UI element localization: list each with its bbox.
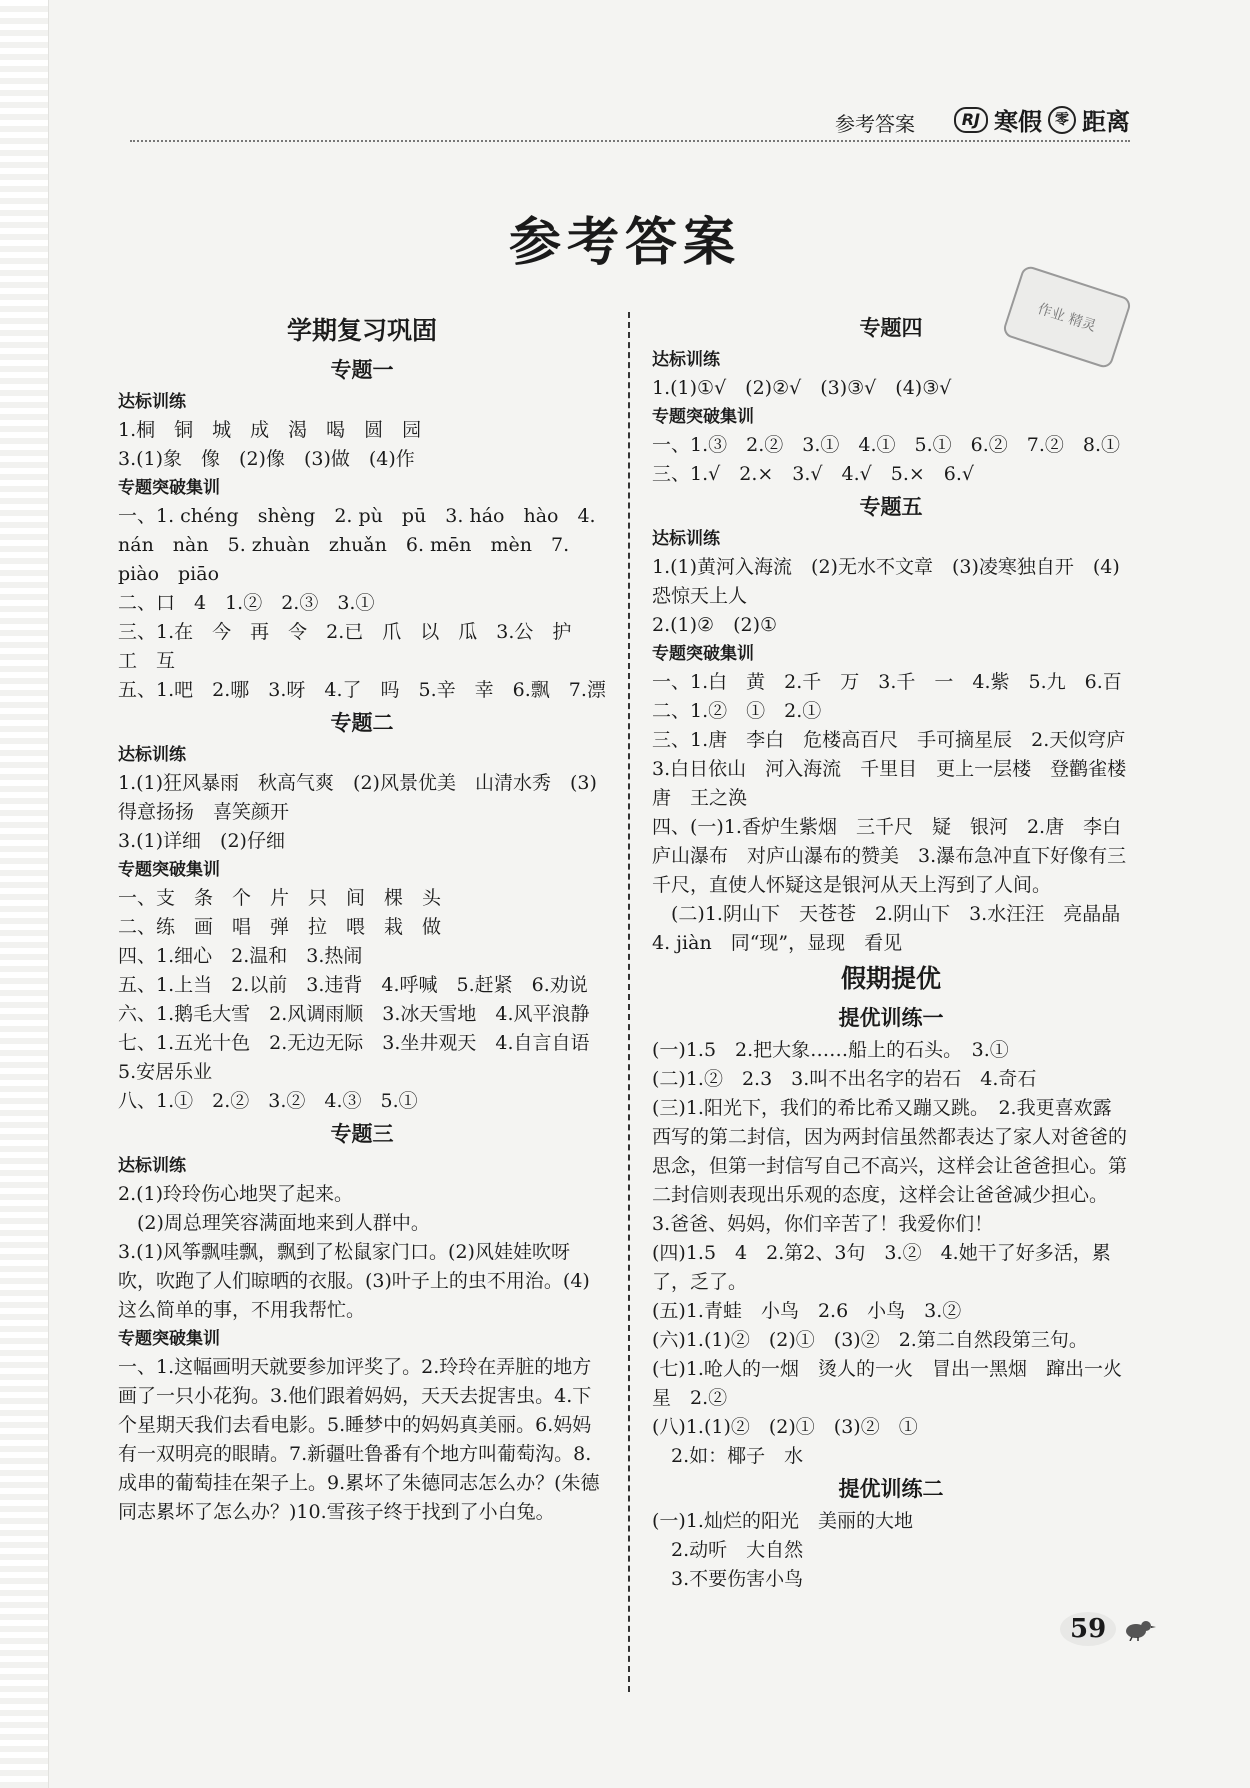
- answer-line: (四)1.5 4 2.第2、3句 3.② 4.她干了好多活，累了，乏了。: [652, 1242, 1111, 1293]
- answer-line: (一)1.灿烂的阳光 美丽的大地: [652, 1510, 913, 1532]
- left-answer-column: [118, 310, 609, 1527]
- running-header: [130, 100, 1130, 142]
- answer-line: 2.动听 大自然: [652, 1539, 804, 1561]
- answer-line: 1.桐 铜 城 成 渴 喝 圆 园: [118, 419, 422, 441]
- answer-line: (六)1.(1)② (2)① (3)② 2.第二自然段第三句。: [652, 1329, 1088, 1351]
- exercise-label: 专题突破集训: [118, 478, 220, 498]
- answer-line: 四、(一)1.香炉生紫烟 三千尺 疑 银河 2.唐 李白 庐山瀑布 对庐山瀑布的赞美 3.瀑布急冲直下好像有三千尺，直使人怀疑这是银河从天上泻到了人间。: [652, 816, 1141, 896]
- answer-line: 2.(1)② (2)①: [652, 614, 778, 636]
- answer-line: 五、1.上当 2.以前 3.违背 4.呼喊 5.赶紧 6.劝说: [118, 974, 588, 996]
- logo-text-b: 距离: [1082, 108, 1130, 136]
- answer-line: (八)1.(1)② (2)① (3)② ①: [652, 1416, 918, 1438]
- answer-line: 四、1.细心 2.温和 3.热闹: [118, 945, 363, 967]
- exercise-label: 专题突破集训: [118, 1329, 220, 1349]
- answer-line: 1.(1)狂风暴雨 秋高气爽 (2)风景优美 山清水秀 (3)得意扬扬 喜笑颜开: [118, 772, 597, 823]
- answer-line: 一、支 条 个 片 只 间 棵 头: [118, 887, 442, 909]
- answer-line: 二、1.② ① 2.①: [652, 700, 822, 722]
- answer-line: 一、1.③ 2.② 3.① 4.① 5.① 6.② 7.② 8.①: [652, 434, 1121, 456]
- answer-line: 五、1.吧 2.哪 3.呀 4.了 吗 5.辛 幸 6.飘 7.漂: [118, 679, 606, 701]
- answer-line: 七、1.五光十色 2.无边无际 3.坐井观天 4.自言自语 5.安居乐业: [118, 1032, 609, 1083]
- answer-line: 1.(1)黄河入海流 (2)无水不文章 (3)凌寒独自开 (4)恐惊天上人: [652, 556, 1120, 607]
- answer-line: (一)1.5 2.把大象……船上的石头。 3.①: [652, 1039, 1009, 1061]
- answer-line: 3.(1)象 像 (2)像 (3)做 (4)作: [118, 448, 415, 470]
- section-title: 假期提优: [840, 964, 941, 993]
- topic-heading: 专题二: [330, 711, 394, 735]
- rj-badge: RJ: [954, 107, 988, 133]
- exercise-label: 专题突破集训: [652, 644, 754, 664]
- page-title: 参考答案: [508, 212, 741, 273]
- logo-text-a: 寒假: [994, 108, 1042, 136]
- stamp-text: 作业 精灵: [1035, 300, 1098, 335]
- page-number-badge: [1060, 1612, 1156, 1646]
- answer-line: 3.(1)风筝飘哇飘，飘到了松鼠家门口。(2)风娃娃吹呀吹，吹跑了人们晾晒的衣服。(3)叶子上的虫不用治。(4)这么简单的事，不用我帮忙。: [118, 1241, 590, 1321]
- page-number: 59: [1060, 1612, 1116, 1646]
- exercise-label: 达标训练: [118, 1156, 186, 1176]
- exercise-label: 专题突破集训: [652, 407, 754, 427]
- topic-heading: 专题一: [330, 358, 394, 382]
- column-divider: [628, 312, 630, 1692]
- exercise-label: 达标训练: [118, 745, 186, 765]
- series-logo: [954, 102, 1130, 137]
- header-section-label: 参考答案: [835, 112, 915, 136]
- answer-line: 六、1.鹅毛大雪 2.风调雨顺 3.冰天雪地 4.风平浪静: [118, 1003, 590, 1025]
- answer-line: (2)周总理笑容满面地来到人群中。: [118, 1212, 430, 1234]
- topic-heading: 专题三: [330, 1122, 394, 1146]
- answer-line: (二)1.阴山下 天苍苍 2.阴山下 3.水汪汪 亮晶晶 4. jiàn 同“现”，显现 看见: [652, 903, 1140, 954]
- topic-heading: 提优训练二: [838, 1477, 944, 1501]
- exercise-label: 专题突破集训: [118, 860, 220, 880]
- answer-line: 二、练 画 唱 弹 拉 喂 栽 做: [118, 916, 442, 938]
- answer-line: 三、1.唐 李白 危楼高百尺 手可摘星辰 2.天似穹庐 3.白日依山 河入海流 千里目 更上一层楼 登鹳雀楼 唐 王之涣: [652, 729, 1146, 809]
- topic-heading: 提优训练一: [838, 1006, 944, 1030]
- answer-line: 一、1.这幅画明天就要参加评奖了。2.玲玲在弄脏的地方画了一只小花狗。3.他们跟着妈妈，天天去捉害虫。4.下个星期天我们去看电影。5.睡梦中的妈妈真美丽。6.妈妈有一双明亮的眼睛。7.新疆吐鲁番有个地方叫葡萄沟。8.成串的葡萄挂在架子上。9.累坏了朱德同志怎么办？(朱德同志累坏了怎么办？)10.雪孩子终于找到了小白兔。: [118, 1356, 600, 1523]
- answer-line: 三、1.√ 2.× 3.√ 4.√ 5.× 6.√: [652, 463, 975, 485]
- topic-heading: 专题四: [859, 316, 923, 340]
- answer-line: 1.(1)①√ (2)②√ (3)③√ (4)③√: [652, 377, 952, 399]
- exercise-label: 达标训练: [652, 350, 720, 370]
- right-answer-column: [652, 310, 1146, 1594]
- answer-line: 二、口 4 1.② 2.③ 3.①: [118, 592, 375, 614]
- exercise-label: 达标训练: [652, 529, 720, 549]
- answer-line: 八、1.① 2.② 3.② 4.③ 5.①: [118, 1090, 418, 1112]
- topic-heading: 专题五: [859, 495, 923, 519]
- answer-line: (三)1.阳光下，我们的希比希又蹦又跳。 2.我更喜欢露西写的第二封信，因为两封信虽然都表达了家人对爸爸的思念，但第一封信写自己不高兴，这样会让爸爸担心。第二封信则表现出乐观的态度，这样会让爸爸减少担心。 3.爸爸、妈妈，你们辛苦了！我爱你们！: [652, 1097, 1128, 1235]
- section-title: 学期复习巩固: [286, 316, 437, 345]
- exercise-label: 达标训练: [118, 392, 186, 412]
- answer-line: 一、1.白 黄 2.千 万 3.千 一 4.紫 5.九 6.百: [652, 671, 1122, 693]
- answer-line: (七)1.呛人的一烟 烫人的一火 冒出一黑烟 蹿出一火星 2.②: [652, 1358, 1122, 1409]
- zero-badge: 零: [1048, 106, 1076, 134]
- answer-line: 3.不要伤害小鸟: [652, 1568, 804, 1590]
- answer-line: 2.如：椰子 水: [652, 1445, 804, 1467]
- answer-line: 2.(1)玲玲伤心地哭了起来。: [118, 1183, 354, 1205]
- answer-line: (二)1.② 2.3 3.叫不出名字的岩石 4.奇石: [652, 1068, 1037, 1090]
- answer-line: 3.(1)详细 (2)仔细: [118, 830, 285, 852]
- bird-icon: [1116, 1617, 1156, 1641]
- answer-line: (五)1.青蛙 小鸟 2.6 小鸟 3.②: [652, 1300, 962, 1322]
- answer-line: 三、1.在 今 再 令 2.已 爪 以 瓜 3.公 护 工 互: [118, 621, 591, 672]
- answer-line: 一、1. chéng shèng 2. pù pū 3. háo hào 4. nán nàn 5. zhuàn zhuǎn 6. mēn mèn 7. piào piāo: [118, 505, 596, 585]
